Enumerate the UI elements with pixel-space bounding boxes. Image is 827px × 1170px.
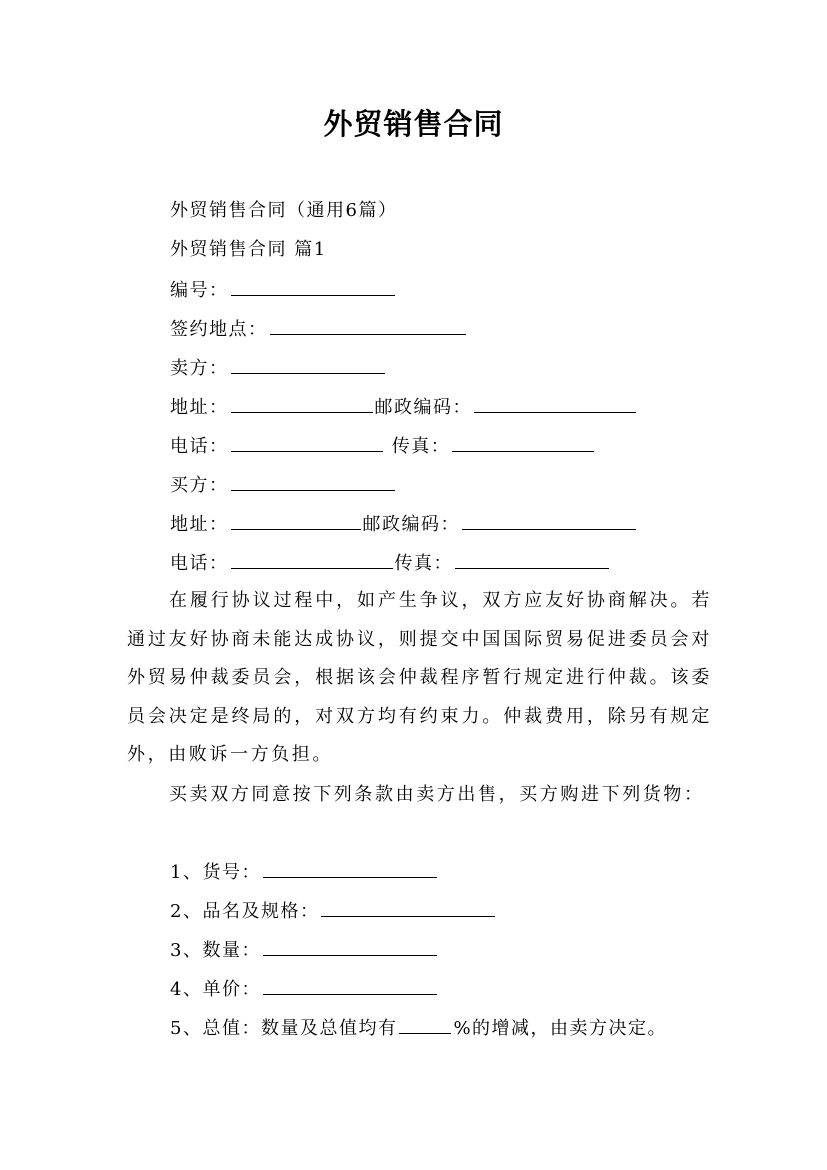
seller-blank	[231, 355, 385, 374]
item-5-blank	[399, 1015, 451, 1034]
item-1-label: 1、货号：	[170, 862, 261, 883]
item-5-prefix: 5、总值：数量及总值均有	[170, 1018, 398, 1039]
seller-phone-row	[170, 433, 596, 460]
sign-place-label: 签约地点：	[170, 319, 268, 340]
sign-place-blank	[270, 316, 466, 335]
item-3-row	[170, 937, 439, 964]
buyer-blank	[231, 472, 395, 491]
buyer-row	[170, 472, 397, 499]
seller-phone-label: 电话：	[170, 436, 229, 457]
seller-fax-label: 传真：	[391, 436, 451, 457]
seller-fax-blank	[452, 433, 594, 452]
item-4-row	[170, 976, 439, 1003]
item-3-label: 3、数量：	[170, 940, 261, 961]
agreement-paragraph: 买卖双方同意按下列条款由卖方出售，买方购进下列货物：	[169, 784, 705, 805]
buyer-address-label: 地址：	[170, 514, 229, 535]
item-2-row	[170, 898, 497, 925]
number-row	[170, 277, 397, 304]
arbitration-paragraph: 在履行协议过程中，如产生争议，双方应友好协商解决。若通过友好协商未能达成协议，则提交中国国际贸易促进委员会对外贸易仲裁委员会，根据该会仲裁程序暂行规定进行仲裁。该委员会决定是终局的，对双方均有约束力。仲裁费用，除另有规定外，由败诉一方负担。	[127, 590, 712, 765]
buyer-fax-blank	[455, 550, 609, 569]
seller-label: 卖方：	[170, 358, 229, 379]
item-5-suffix: %的增减，由卖方决定。	[453, 1018, 668, 1039]
number-label: 编号：	[170, 280, 229, 301]
number-blank	[231, 277, 395, 296]
item-1-row	[170, 859, 439, 886]
seller-address-row	[170, 394, 638, 421]
buyer-phone-label: 电话：	[170, 553, 229, 574]
item-4-blank	[263, 976, 437, 995]
buyer-phone-blank	[231, 550, 393, 569]
seller-postcode-blank	[474, 394, 636, 413]
buyer-postcode-label: 邮政编码：	[362, 514, 460, 535]
seller-postcode-label: 邮政编码：	[374, 397, 472, 418]
document-subtitle: 外贸销售合同（通用6篇）	[170, 200, 398, 221]
document-title: 外贸销售合同	[323, 107, 504, 141]
section-heading: 外贸销售合同 篇1	[170, 239, 327, 260]
item-5-row	[170, 1015, 667, 1042]
buyer-phone-row	[170, 550, 611, 577]
item-4-label: 4、单价：	[170, 979, 261, 1000]
buyer-fax-label: 传真：	[394, 553, 453, 574]
buyer-postcode-blank	[462, 511, 636, 530]
seller-address-blank	[231, 394, 373, 413]
seller-address-label: 地址：	[170, 397, 229, 418]
seller-row	[170, 355, 387, 382]
buyer-address-blank	[231, 511, 361, 530]
sign-place-row	[170, 316, 468, 343]
item-2-blank	[321, 898, 495, 917]
buyer-label: 买方：	[170, 475, 229, 496]
item-3-blank	[263, 937, 437, 956]
seller-phone-blank	[231, 433, 383, 452]
item-1-blank	[263, 859, 437, 878]
item-2-label: 2、品名及规格：	[170, 901, 320, 922]
buyer-address-row	[170, 511, 638, 538]
